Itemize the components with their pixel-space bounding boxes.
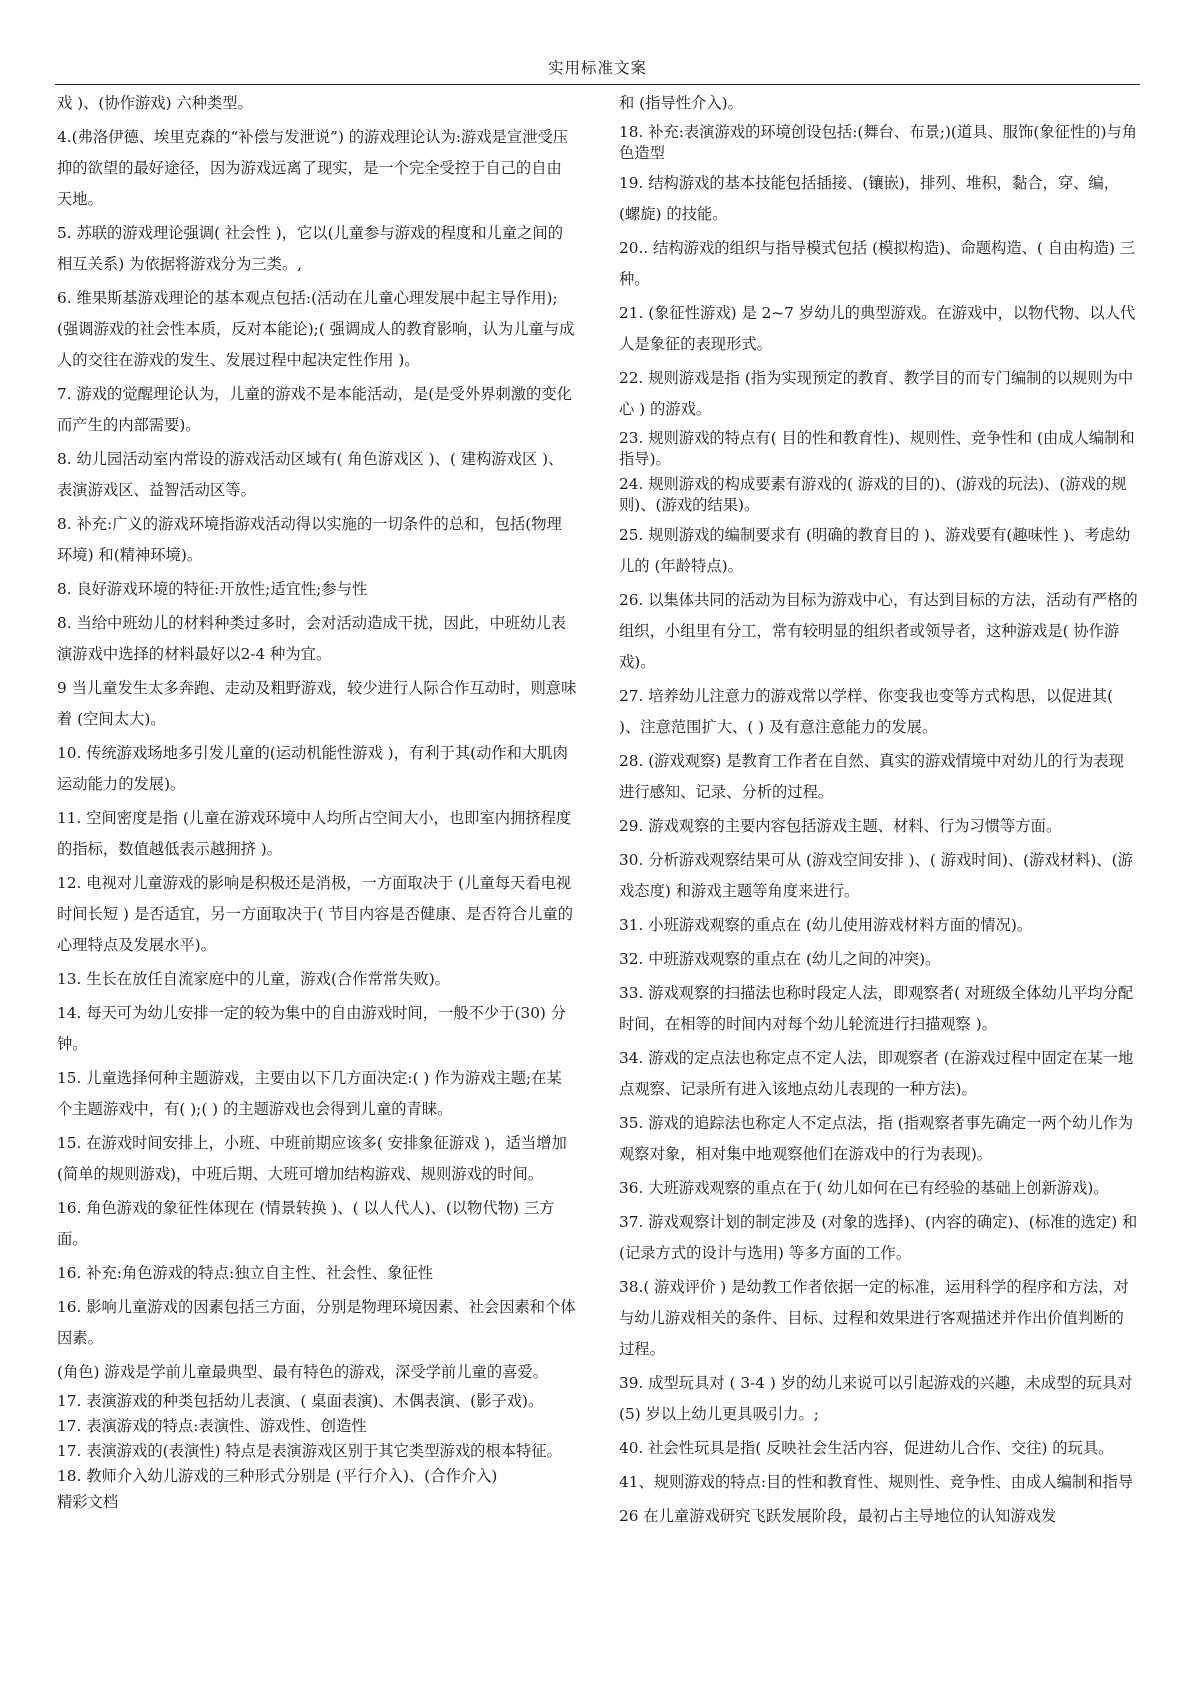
- right-column-paragraph: 35. 游戏的追踪法也称定人不定点法，指 (指观察者事先确定一两个幼儿作为观察对象，相对集中地观察他们在游戏中的行为表现)。: [619, 1114, 1134, 1163]
- left-column-paragraph: 8. 幼儿园活动室内常设的游戏活动区域有( 角色游戏区 )、( 建构游戏区 )、表演游戏区、益智活动区等。: [57, 450, 564, 499]
- left-column-paragraph: (角色) 游戏是学前儿童最典型、最有特色的游戏，深受学前儿童的喜爱。: [57, 1363, 549, 1381]
- right-column-paragraph: 28. (游戏观察) 是教育工作者在自然、真实的游戏情境中对幼儿的行为表现进行感知、记录、分析的过程。: [619, 752, 1124, 801]
- left-column-paragraph: 12. 电视对儿童游戏的影响是积极还是消极，一方面取决于 (儿童每天看电视时间长短 ) 是否适宜，另一方面取决于( 节目内容是否健康、是否符合儿童的心理特点及发展水平)。: [57, 874, 574, 954]
- right-column-paragraph: 20.. 结构游戏的组织与指导模式包括 (模拟构造)、命题构造、( 自由构造) 三种。: [619, 239, 1136, 288]
- right-column-paragraph: 26 在儿童游戏研究飞跃发展阶段，最初占主导地位的认知游戏发: [619, 1507, 1057, 1525]
- right-column-paragraph: 22. 规则游戏是指 (指为实现预定的教育、教学目的而专门编制的以规则为中心 ) 的游戏。: [619, 369, 1134, 418]
- right-column-paragraph: 37. 游戏观察计划的制定涉及 (对象的选择)、(内容的确定)、(标准的选定) 和 (记录方式的设计与选用) 等多方面的工作。: [619, 1213, 1143, 1262]
- right-column-paragraph: 23. 规则游戏的特点有( 目的性和教育性)、规则性、竞争性和 (由成人编制和指导)。: [619, 429, 1135, 468]
- right-column: [619, 88, 1143, 1535]
- right-column-paragraph: 32. 中班游戏观察的重点在 (幼儿之间的冲突)。: [619, 950, 941, 968]
- footer-text: 精彩文档: [57, 1493, 119, 1511]
- left-column-paragraph: 17. 表演游戏的(表演性) 特点是表演游戏区别于其它类型游戏的根本特征。: [57, 1442, 562, 1460]
- right-column-paragraph: 39. 成型玩具对 ( 3-4 ) 岁的幼儿来说可以引起游戏的兴趣，未成型的玩具对 (5) 岁以上幼儿更具吸引力。;: [619, 1374, 1138, 1423]
- left-column-paragraph: 13. 生长在放任自流家庭中的儿童，游戏(合作常常失败)。: [57, 970, 450, 988]
- left-column-paragraph: 5. 苏联的游戏理论强调( 社会性 )，它以(儿童参与游戏的程度和儿童之间的相互关系) 为依据将游戏分为三类。,: [57, 224, 563, 273]
- left-column-paragraph: 15. 在游戏时间安排上，小班、中班前期应该多( 安排象征游戏 )，适当增加 (简单的规则游戏)，中班后期、大班可增加结构游戏、规则游戏的时间。: [57, 1134, 572, 1183]
- left-column-paragraph: 17. 表演游戏的特点:表演性、游戏性、创造性: [57, 1417, 367, 1435]
- right-column-paragraph: 41、规则游戏的特点:目的性和教育性、规则性、竞争性、由成人编制和指导: [619, 1473, 1134, 1491]
- right-column-paragraph: 21. (象征性游戏) 是 2~7 岁幼儿的典型游戏。在游戏中，以物代物、以人代人是象征的表现形式。: [619, 304, 1136, 353]
- left-column-paragraph: 18. 教师介入幼儿游戏的三种形式分别是 (平行介入)、(合作介入): [57, 1467, 498, 1485]
- right-column-paragraph: 31. 小班游戏观察的重点在 (幼儿使用游戏材料方面的情况)。: [619, 916, 1033, 934]
- left-column-paragraph: 16. 补充:角色游戏的特点:独立自主性、社会性、象征性: [57, 1264, 434, 1282]
- right-column-paragraph: 30. 分析游戏观察结果可从 (游戏空间安排 )、( 游戏时间)、(游戏材料)、(游戏态度) 和游戏主题等角度来进行。: [619, 851, 1133, 900]
- left-column-paragraph: 11. 空间密度是指 (儿童在游戏环境中人均所占空间大小，也即室内拥挤程度的指标，数值越低表示越拥挤 )。: [57, 809, 572, 858]
- right-column-paragraph: 25. 规则游戏的编制要求有 (明确的教育目的 )、游戏要有(趣味性 )、考虑幼儿的 (年龄特点)。: [619, 526, 1131, 575]
- right-column-paragraph: 24. 规则游戏的构成要素有游戏的( 游戏的目的)、(游戏的玩法)、(游戏的规则)、(游戏的结果)。: [619, 475, 1127, 514]
- right-column-paragraph: 29. 游戏观察的主要内容包括游戏主题、材料、行为习惯等方面。: [619, 817, 1062, 835]
- right-column-paragraph: 18. 补充:表演游戏的环境创设包括:(舞台、布景;)(道具、服饰(象征性的)与角色造型: [619, 123, 1138, 162]
- right-column-paragraph: 36. 大班游戏观察的重点在于( 幼儿如何在已有经验的基础上创新游戏)。: [619, 1179, 1109, 1197]
- right-column-paragraph: 33. 游戏观察的扫描法也称时段定人法，即观察者( 对班级全体幼儿平均分配时间，在相等的时间内对每个幼儿轮流进行扫描观察 )。: [619, 984, 1134, 1033]
- right-column-paragraph: 和 (指导性介入)。: [619, 94, 743, 112]
- right-column-paragraph: 38.( 游戏评价 ) 是幼教工作者依据一定的标准，运用科学的程序和方法，对与幼儿游戏相关的条件、目标、过程和效果进行客观描述并作出价值判断的过程。: [619, 1278, 1129, 1358]
- right-column-paragraph: 26. 以集体共同的活动为目标为游戏中心，有达到目标的方法，活动有严格的组织，小组里有分工，常有较明显的组织者或领导者，这种游戏是( 协作游戏)。: [619, 591, 1138, 671]
- left-column-paragraph: 17. 表演游戏的种类包括幼儿表演、( 桌面表演)、木偶表演、(影子戏)。: [57, 1392, 544, 1410]
- left-column-paragraph: 4.(弗洛伊德、埃里克森的“补偿与发泄说”) 的游戏理论认为:游戏是宣泄受压抑的欲望的最好途径，因为游戏远离了现实，是一个完全受控于自己的自由天地。: [57, 128, 569, 208]
- left-column-paragraph: 7. 游戏的觉醒理论认为，儿童的游戏不是本能活动，是(是受外界刺激的变化而产生的内部需要)。: [57, 385, 572, 434]
- left-column-paragraph: 8. 当给中班幼儿的材料种类过多时，会对活动造成干扰，因此，中班幼儿表演游戏中选择的材料最好以2-4 种为宜。: [57, 614, 566, 663]
- left-column-paragraph: 15. 儿童选择何种主题游戏，主要由以下几方面决定:( ) 作为游戏主题;在某个主题游戏中，有( );( ) 的主题游戏也会得到儿童的青睐。: [57, 1069, 562, 1118]
- left-column-paragraph: 8. 良好游戏环境的特征:开放性;适宜性;参与性: [57, 580, 368, 598]
- left-column-paragraph: 8. 补充:广义的游戏环境指游戏活动得以实施的一切条件的总和，包括(物理环境) 和(精神环境)。: [57, 515, 562, 564]
- right-column-paragraph: 27. 培养幼儿注意力的游戏常以学样、你变我也变等方式构思，以促进其( )、注意范围扩大、( ) 及有意注意能力的发展。: [619, 687, 1118, 736]
- left-column-paragraph: 16. 影响儿童游戏的因素包括三方面，分别是物理环境因素、社会因素和个体因素。: [57, 1298, 576, 1347]
- left-column-paragraph: 戏 )、(协作游戏) 六种类型。: [57, 94, 253, 112]
- left-column-paragraph: 10. 传统游戏场地多引发儿童的(运动机能性游戏 )，有利于其(动作和大肌肉运动能力的发展)。: [57, 744, 568, 793]
- right-column-paragraph: 34. 游戏的定点法也称定点不定人法，即观察者 (在游戏过程中固定在某一地点观察、记录所有进入该地点幼儿表现的一种方法)。: [619, 1049, 1134, 1098]
- right-column-paragraph: 40. 社会性玩具是指( 反映社会生活内容，促进幼儿合作、交往) 的玩具。: [619, 1439, 1114, 1457]
- page-header: 实用标准文案: [547, 59, 647, 77]
- left-column-paragraph: 9 当儿童发生太多奔跑、走动及粗野游戏，较少进行人际合作互动时，则意味着 (空间太大)。: [57, 679, 577, 728]
- left-column-paragraph: 14. 每天可为幼儿安排一定的较为集中的自由游戏时间，一般不少于(30) 分钟。: [57, 1004, 567, 1053]
- right-column-paragraph: 19. 结构游戏的基本技能包括插接、(镶嵌)，排列、堆积，黏合，穿、编，(螺旋) 的技能。: [619, 174, 1120, 223]
- left-column-paragraph: 6. 维果斯基游戏理论的基本观点包括:(活动在儿童心理发展中起主导作用);(强调游戏的社会性本质，反对本能论);( 强调成人的教育影响，认为儿童与成人的交往在游戏的发生、发展过程中起决定性作用 )。: [57, 289, 575, 369]
- left-column: [57, 88, 577, 1513]
- header-rule: [55, 84, 1140, 85]
- left-column-paragraph: 16. 角色游戏的象征性体现在 (情景转换 )、( 以人代人)、(以物代物) 三方面。: [57, 1199, 555, 1248]
